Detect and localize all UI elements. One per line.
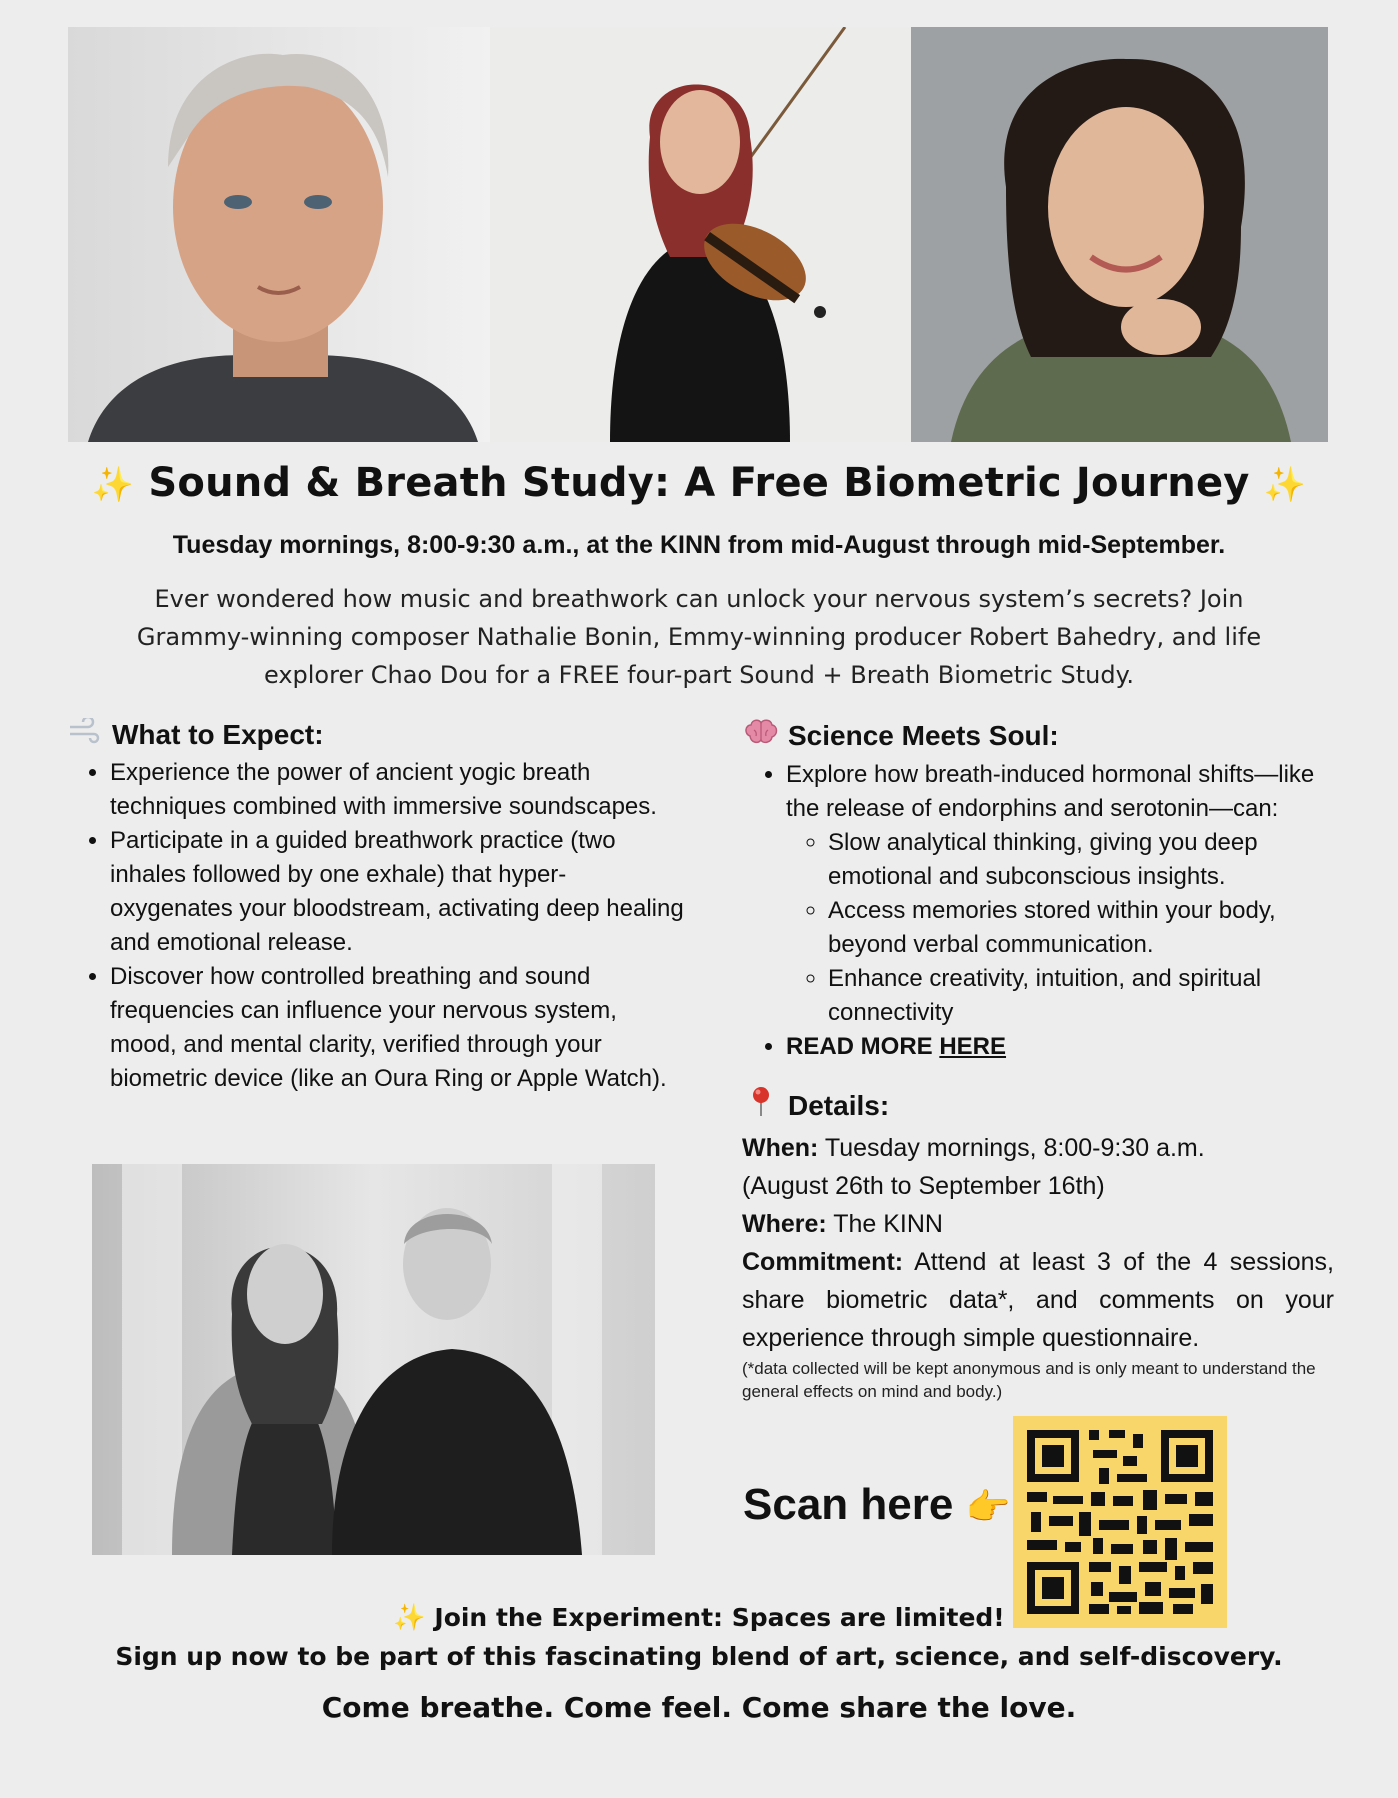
- brain-icon: [742, 718, 780, 754]
- speaker-photo-woman: [911, 27, 1328, 442]
- details-where: [742, 1205, 1334, 1243]
- list-item: [786, 758, 1342, 1030]
- expect-list: [66, 756, 686, 1096]
- science-sub-list: [786, 826, 1342, 1030]
- list-item: ◦ Enhance creativity, intuition, and spiritual connectivity: [828, 962, 1342, 1030]
- science-meets-soul-section: [742, 718, 1342, 1064]
- join-text: Join the Experiment: Spaces are limited!: [434, 1603, 1005, 1632]
- sparkle-icon: ✨: [393, 1603, 426, 1633]
- read-more-link[interactable]: HERE: [939, 1033, 1007, 1060]
- what-to-expect-heading: [66, 718, 686, 752]
- when-value: Tuesday mornings, 8:00-9:30 a.m.: [824, 1134, 1205, 1162]
- speaker-photo-violinist: [490, 27, 911, 442]
- details-commitment: [742, 1243, 1334, 1357]
- commitment-value: Attend at least 3 of the 4 sessions, share biometric data*, and comments on your experience through simple questionnaire.: [742, 1248, 1334, 1352]
- sparkle-icon: ✨: [1263, 465, 1307, 505]
- where-value: The KINN: [833, 1210, 943, 1238]
- closing-line: Come breathe. Come feel. Come share the love.: [321, 1691, 1077, 1724]
- wind-icon: [66, 718, 104, 752]
- details-when: [742, 1129, 1334, 1167]
- list-item: • Discover how controlled breathing and sound frequencies can influence your nervous system, mood, and mental clarity, verified through your biometric device (like an Oura Ring or Apple Watch).: [110, 960, 686, 1096]
- speaker-photo-man: [68, 27, 490, 442]
- science-intro-text: Explore how breath-induced hormonal shifts—like the release of endorphins and serotonin—can:: [786, 761, 1315, 822]
- science-heading: [742, 718, 1342, 754]
- pin-icon: [742, 1085, 780, 1127]
- intro-paragraph: Ever wondered how music and breathwork can unlock your nervous system’s secrets? Join Grammy-winning composer Nathalie Bonin, Emmy-winning producer Robert Bahedry, and life explorer Chao Dou for a FREE four-part Sound + Breath Biometric Study.: [136, 585, 1262, 689]
- details-section: [742, 1085, 1334, 1403]
- sparkle-icon: ✨: [91, 465, 135, 505]
- join-callout: [0, 1603, 1398, 1633]
- pointing-hand-icon: 👉: [965, 1486, 1011, 1527]
- read-more-item: [786, 1030, 1342, 1064]
- list-item: • Participate in a guided breathwork practice (two inhales followed by one exhale) that hyper-oxygenates your bloodstream, activating deep healing and emotional release.: [110, 824, 686, 960]
- science-list: [742, 758, 1342, 1064]
- list-item: ◦ Slow analytical thinking, giving you deep emotional and subconscious insights.: [828, 826, 1342, 894]
- qr-code[interactable]: [1013, 1416, 1227, 1628]
- details-dates: (August 26th to September 16th): [742, 1172, 1105, 1200]
- scan-prompt: [743, 1480, 1010, 1530]
- what-to-expect-section: [66, 718, 686, 1096]
- list-item: • Experience the power of ancient yogic breath techniques combined with immersive soundscapes.: [110, 756, 686, 824]
- where-label: Where:: [742, 1210, 827, 1238]
- when-label: When:: [742, 1134, 819, 1162]
- science-heading-text: Science Meets Soul:: [788, 720, 1059, 751]
- details-heading: [742, 1085, 1334, 1127]
- page-title-text: Sound & Breath Study: A Free Biometric Journey: [148, 460, 1250, 506]
- scan-label: Scan here: [743, 1480, 954, 1529]
- what-to-expect-heading-text: What to Expect:: [112, 719, 324, 750]
- schedule-subtitle: Tuesday mornings, 8:00-9:30 a.m., at the KINN from mid-August through mid-September.: [172, 531, 1226, 559]
- details-footnote: (*data collected will be kept anonymous and is only meant to understand the general effects on mind and body.): [742, 1359, 1316, 1401]
- page-title: [0, 460, 1398, 506]
- read-more-label: READ MORE: [786, 1033, 933, 1060]
- details-heading-text: Details:: [788, 1090, 890, 1121]
- founders-photo: [92, 1164, 655, 1555]
- commitment-label: Commitment:: [742, 1248, 904, 1276]
- speaker-photo-strip: [68, 27, 1328, 442]
- signup-line: Sign up now to be part of this fascinating blend of art, science, and self-discovery.: [115, 1642, 1283, 1671]
- list-item: ◦ Access memories stored within your body, beyond verbal communication.: [828, 894, 1342, 962]
